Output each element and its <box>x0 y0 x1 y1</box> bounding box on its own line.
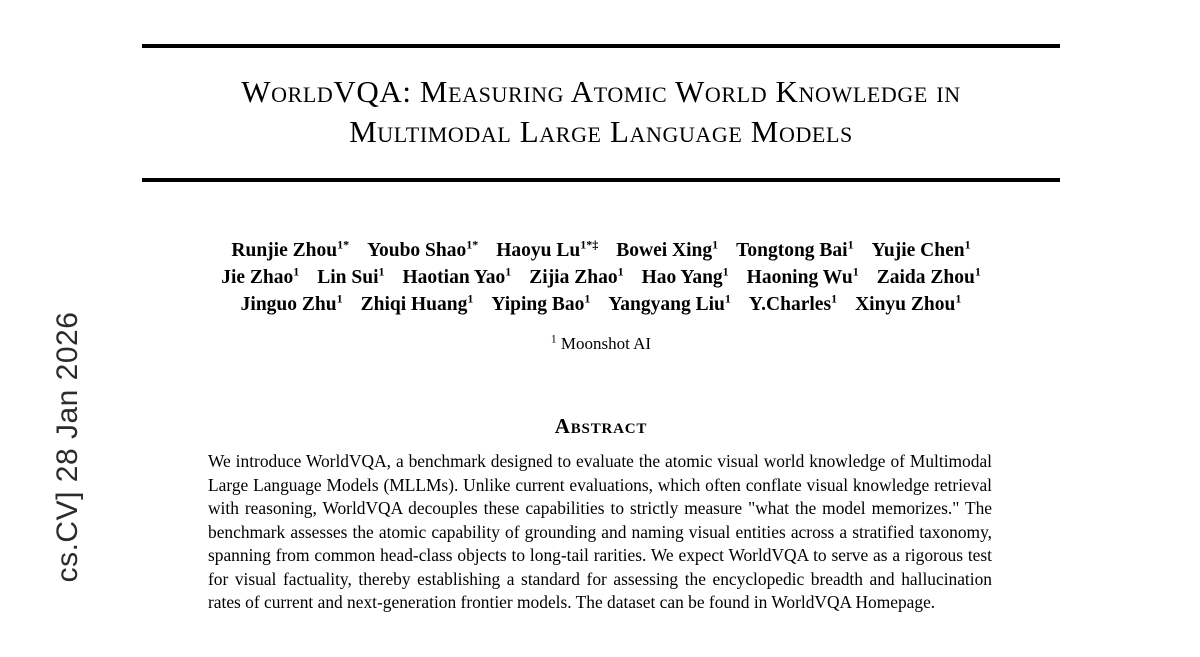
author-affiliation-mark: 1 <box>724 291 731 306</box>
author-name: Lin Sui$^1$ <box>317 264 385 288</box>
arxiv-stamp: cs.CV] 28 Jan 2026 <box>51 311 84 583</box>
affiliation <box>142 334 1060 354</box>
affiliation-mark: 1 <box>550 333 557 346</box>
author-name: Y.Charles$^1$ <box>748 291 838 315</box>
author-affiliation-mark: 1 <box>617 264 624 279</box>
author-affiliation-mark: 1 <box>712 237 719 252</box>
abstract-text: We introduce WorldVQA, a benchmark designed to evaluate the atomic visual world knowledge of Multimodal Large Language Models (MLLMs). Unlike current evaluations, which often conflate visual knowledge retrieval with reasoning, WorldVQA decouples these capabilities to strictly measure "what the model memorizes." The benchmark assesses the atomic capability of grounding and naming visual entities across a stratified taxonomy, spanning from common head-class objects to long-tail rarities. We expect WorldVQA to serve as a rigorous test for visual factuality, thereby establishing a standard for assessing the encyclopedic breadth and hallucination rates of current and next-generation frontier models. The dataset can be found in WorldVQA Homepage. <box>208 451 992 612</box>
author-name: Zaida Zhou$^1$ <box>876 264 981 288</box>
author-row <box>142 264 1060 289</box>
abstract-heading: Abstract <box>554 414 648 438</box>
author-affiliation-mark: 1 <box>847 237 854 252</box>
author-name: Haotian Yao$^1$ <box>402 264 512 288</box>
author-affiliation-mark: 1 <box>336 291 343 306</box>
affiliation-name: Moonshot AI <box>560 334 652 353</box>
author-affiliation-mark: 1 <box>964 237 971 252</box>
author-affiliation-mark: 1 <box>722 264 729 279</box>
author-name: Haoyu $Lu^{1*\ddagger}$ <box>496 237 599 261</box>
author-affiliation-mark: 1 <box>505 264 512 279</box>
author-affiliation-mark: 1* <box>337 237 350 252</box>
author-name: Xinyu Zhou$^1$ <box>855 291 962 315</box>
author-affiliation-mark: 1 <box>831 291 838 306</box>
author-name: Zijia Zhao$^1$ <box>529 264 624 288</box>
author-affiliation-mark: 1 <box>584 291 591 306</box>
author-affiliation-mark: 1 <box>852 264 859 279</box>
author-affiliation-mark: 1 <box>293 264 300 279</box>
author-affiliation-mark: 1* <box>466 237 479 252</box>
author-affiliation-mark: 1 <box>378 264 385 279</box>
author-name: Zhiqi Huang$^1$ <box>360 291 474 315</box>
author-affiliation-mark: 1 <box>974 264 981 279</box>
author-name: Hao Yang$^1$ <box>641 264 729 288</box>
author-name: Jinguo Zhu$^1$ <box>240 291 343 315</box>
author-name: Yiping Bao$^1$ <box>491 291 591 315</box>
author-name: Yujie Chen$^1$ <box>871 237 971 261</box>
author-name: Runjie Zhou$^{1*}$ <box>231 237 350 261</box>
title-rule-bottom <box>142 178 1060 182</box>
title-line-1: WorldVQA: Measuring Atomic World Knowledge in <box>241 74 961 109</box>
title-line-2: Multimodal Large Language Models <box>349 114 853 149</box>
author-name: Bowei Xing$^1$ <box>616 237 719 261</box>
author-name: Tongtong Bai$^1$ <box>736 237 854 261</box>
title-block <box>142 44 1060 182</box>
author-row <box>142 237 1060 262</box>
author-list <box>142 237 1060 321</box>
author-name: Youbo Shao$^{1*}$ <box>367 237 479 261</box>
author-affiliation-mark: 1*‡ <box>580 237 599 252</box>
author-affiliation-mark: 1 <box>955 291 962 306</box>
author-name: Jie Zhao$^1$ <box>221 264 300 288</box>
page-title <box>142 48 1060 172</box>
author-row <box>142 291 1060 316</box>
author-name: Yangyang Liu$^1$ <box>608 291 731 315</box>
author-name: Haoning Wu$^1$ <box>746 264 859 288</box>
author-affiliation-mark: 1 <box>467 291 474 306</box>
